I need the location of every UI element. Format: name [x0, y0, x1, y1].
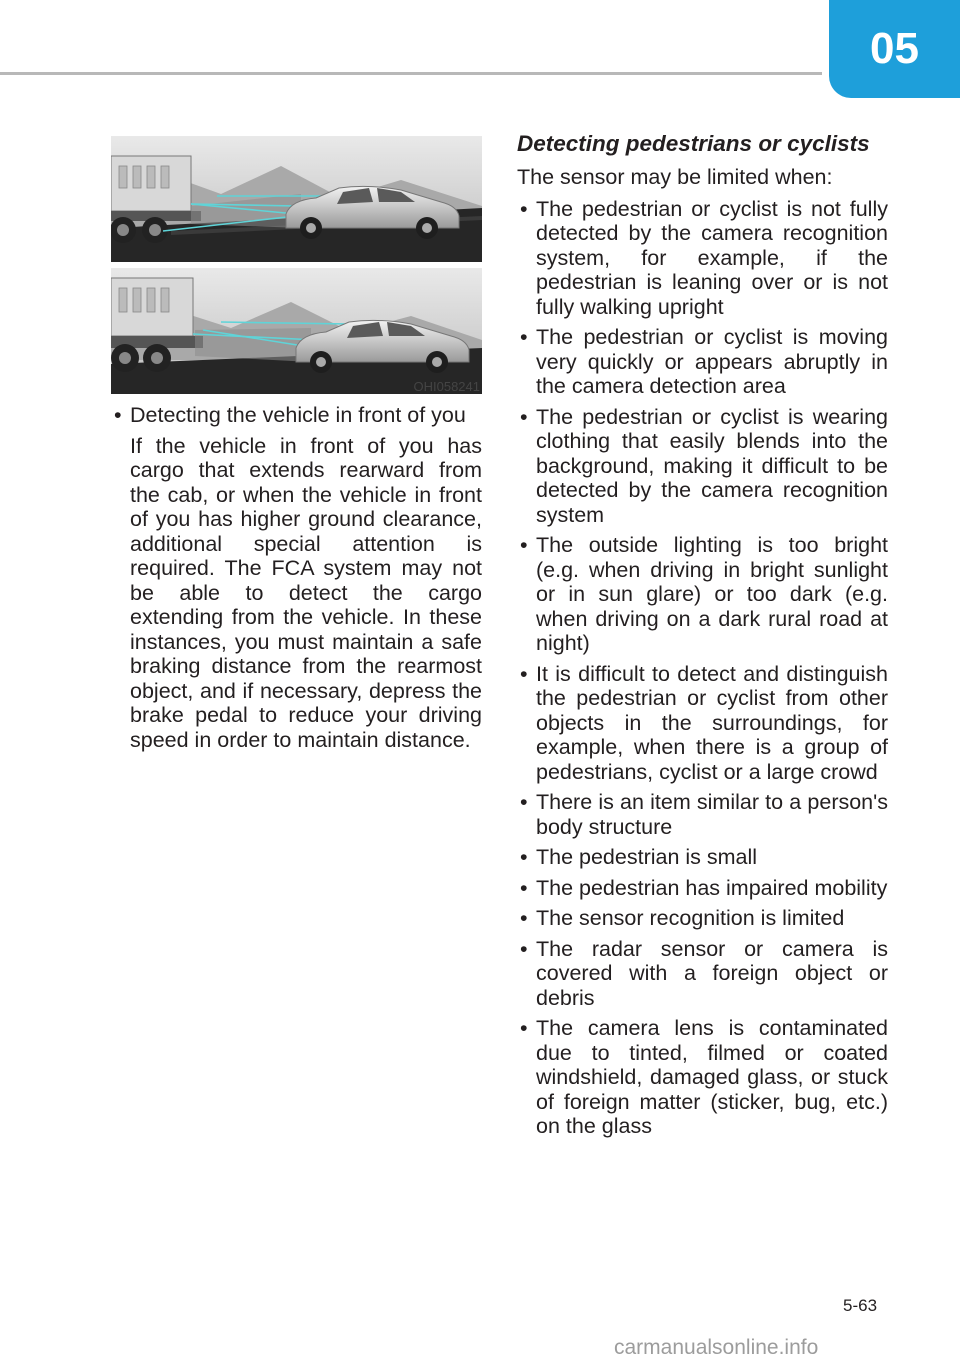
list-item: • The pedestrian is small	[517, 845, 888, 870]
list-item: • The pedestrian has impaired mobility	[517, 876, 888, 901]
list-item: • The pedestrian or cyclist is moving very quickly or appears abruptly in the camera detection area	[517, 325, 888, 399]
list-item: • It is difficult to detect and distinguish the pedestrian or cyclist from other objects in the surroundings, for example, when there is a group of pedestrians, cyclist or a large crowd	[517, 662, 888, 785]
list-item: • The camera lens is contaminated due to tinted, filmed or coated windshield, damaged glass, or stuck of foreign matter (sticker, bug, etc.) on the glass	[517, 1016, 888, 1139]
page-number: 5-63	[843, 1296, 878, 1315]
illustration-panel-cargo-high	[111, 268, 482, 394]
section-intro: The sensor may be limited when:	[517, 165, 833, 189]
figure-code: OHI058241	[413, 379, 480, 394]
left-bullet: • Detecting the vehicle in front of you	[111, 403, 482, 428]
list-item: • There is an item similar to a person's body structure	[517, 790, 888, 839]
list-item: • The outside lighting is too bright (e.g. when driving in bright sunlight or in sun glare) or too dark (e.g. when driving on a dark rural road at night)	[517, 533, 888, 656]
chapter-tab: 05	[829, 0, 960, 98]
list-item: • The radar sensor or camera is covered with a foreign object or debris	[517, 937, 888, 1011]
list-item: • The pedestrian or cyclist is wearing clothing that easily blends into the background, making it difficult to be detected by the camera recognition system	[517, 405, 888, 528]
left-paragraph: If the vehicle in front of you has cargo that extends rearward from the cab, or when the vehicle in front of you has higher ground clearance, additional special attention is required. The FCA system may not be able to detect the cargo extending from the vehicle. In these instances, you must maintain a safe braking distance from the rearmost object, and if necessary, depress the brake pedal to reduce your driving speed in order to maintain distance.	[130, 433, 482, 752]
left-column	[111, 403, 482, 752]
list-item: • The pedestrian or cyclist is not fully detected by the camera recognition system, for example, if the pedestrian is leaning over or is not fully walking upright	[517, 197, 888, 320]
list-item: • The sensor recognition is limited	[517, 906, 888, 931]
header-rule	[0, 72, 822, 75]
right-column	[517, 132, 888, 1145]
section-title: Detecting pedestrians or cyclists	[517, 131, 870, 156]
watermark: carmanualsonline.info	[614, 1336, 819, 1359]
illustration-panel-cargo-low	[111, 136, 482, 262]
illustration-figure	[111, 136, 482, 396]
